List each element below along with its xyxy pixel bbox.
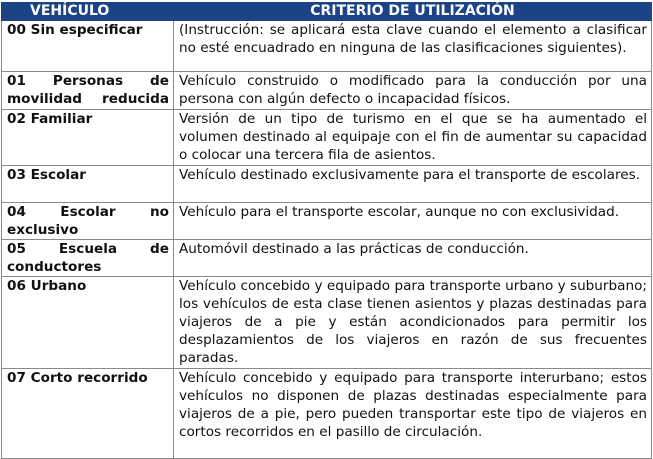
- header-criterion: CRITERIO DE UTILIZACIÓN: [174, 3, 652, 21]
- table-row: [2, 203, 652, 240]
- table-row: [2, 277, 652, 369]
- criterion-cell: Vehículo construido o modificado para la conducción por una persona con algún defecto o incapacidad físicos.: [174, 72, 652, 110]
- table-row: [2, 240, 652, 277]
- criterion-cell: Vehículo destinado exclusivamente para el transporte de escolares.: [174, 166, 652, 203]
- table-row: [2, 369, 652, 459]
- criterion-cell: Vehículo concebido y equipado para transporte interurbano; estos vehículos no disponen de plazas destinadas especialmente para viajeros de a pie, pero pueden transportar este tipo de viajeros en cortos recorridos en el pasillo de circulación.: [174, 369, 652, 459]
- vehicle-cell: 02 Familiar: [2, 110, 174, 166]
- table-row: [2, 110, 652, 166]
- vehicle-cell: 04 Escolar no exclusivo: [2, 203, 174, 240]
- criterion-cell: Versión de un tipo de turismo en el que se ha aumentado el volumen destinado al equipaje con el fin de aumentar su capacidad o colocar una tercera fila de asientos.: [174, 110, 652, 166]
- vehicle-criteria-table: [1, 2, 652, 459]
- criterion-cell: Vehículo concebido y equipado para transporte urbano y suburbano; los vehículos de esta clase tienen asientos y plazas destinadas para viajeros de a pie y están acondicionados para permitir los desplazamientos de los viajeros en razón de sus frecuentes paradas.: [174, 277, 652, 369]
- criterion-cell: Automóvil destinado a las prácticas de conducción.: [174, 240, 652, 277]
- vehicle-cell: 05 Escuela de conductores: [2, 240, 174, 277]
- table-row: [2, 21, 652, 72]
- vehicle-cell: 07 Corto recorrido: [2, 369, 174, 459]
- vehicle-cell: 06 Urbano: [2, 277, 174, 369]
- vehicle-cell: 03 Escolar: [2, 166, 174, 203]
- criterion-cell: Vehículo para el transporte escolar, aunque no con exclusividad.: [174, 203, 652, 240]
- header-row: [2, 3, 652, 21]
- vehicle-cell: 01 Personas de movilidad reducida: [2, 72, 174, 110]
- header-vehicle: VEHÍCULO: [2, 3, 174, 21]
- table-row: [2, 72, 652, 110]
- criterion-cell: (Instrucción: se aplicará esta clave cuando el elemento a clasificar no esté encuadrado en ninguna de las clasificaciones siguientes).: [174, 21, 652, 72]
- table-row: [2, 166, 652, 203]
- vehicle-cell: 00 Sin especificar: [2, 21, 174, 72]
